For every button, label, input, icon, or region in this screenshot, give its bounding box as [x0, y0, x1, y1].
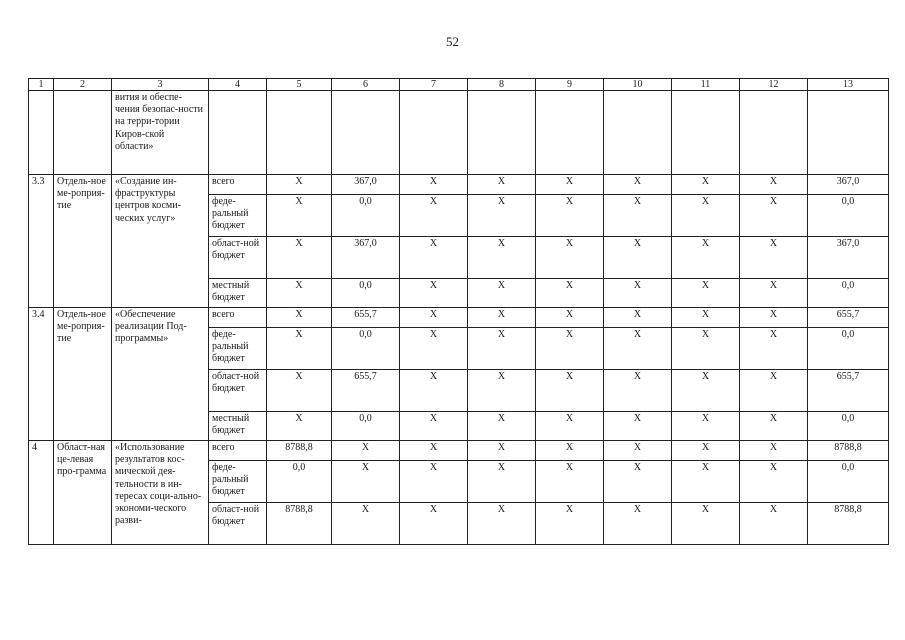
value-cell: X: [267, 412, 332, 441]
value-cell: X: [536, 503, 604, 545]
value-cell: X: [672, 175, 740, 195]
page-number: 52: [446, 34, 459, 49]
value-cell: X: [468, 461, 536, 503]
value-cell: X: [604, 308, 672, 328]
value-cell: X: [740, 195, 808, 237]
cont-empty-cell: [332, 91, 400, 175]
value-cell: 367,0: [808, 175, 889, 195]
value-cell: X: [740, 308, 808, 328]
budget-table: [28, 78, 889, 545]
value-cell: X: [604, 279, 672, 308]
value-cell: X: [267, 237, 332, 279]
value-cell: X: [468, 412, 536, 441]
value-cell: X: [740, 175, 808, 195]
item-name: «Обеспечение реализации Под-программы»: [112, 308, 209, 441]
value-cell: X: [400, 461, 468, 503]
value-cell: 8788,8: [267, 503, 332, 545]
value-cell: X: [672, 195, 740, 237]
value-cell: X: [672, 328, 740, 370]
column-header-12: 12: [740, 79, 808, 91]
value-cell: X: [740, 328, 808, 370]
value-cell: X: [604, 461, 672, 503]
value-cell: X: [267, 328, 332, 370]
table-body: [29, 79, 889, 545]
value-cell: X: [740, 441, 808, 461]
value-cell: X: [672, 461, 740, 503]
column-header-13: 13: [808, 79, 889, 91]
value-cell: X: [468, 441, 536, 461]
value-cell: X: [604, 237, 672, 279]
value-cell: 655,7: [332, 370, 400, 412]
value-cell: X: [604, 370, 672, 412]
value-cell: X: [468, 175, 536, 195]
table-row: [29, 308, 889, 328]
value-cell: X: [332, 503, 400, 545]
cont-empty-cell: [604, 91, 672, 175]
funding-source: феде-ральный бюджет: [209, 328, 267, 370]
value-cell: 655,7: [332, 308, 400, 328]
value-cell: X: [740, 503, 808, 545]
value-cell: X: [604, 441, 672, 461]
value-cell: X: [740, 237, 808, 279]
value-cell: X: [536, 370, 604, 412]
table-row: [29, 441, 889, 461]
funding-source: всего: [209, 308, 267, 328]
value-cell: 0,0: [808, 195, 889, 237]
value-cell: X: [400, 503, 468, 545]
cont-empty-cell: [267, 91, 332, 175]
value-cell: X: [604, 412, 672, 441]
value-cell: X: [672, 503, 740, 545]
value-cell: X: [536, 328, 604, 370]
column-header-1: 1: [29, 79, 54, 91]
value-cell: X: [740, 461, 808, 503]
item-type: Отдель-ное ме-роприя-тие: [54, 308, 112, 441]
value-cell: X: [400, 308, 468, 328]
value-cell: 0,0: [332, 195, 400, 237]
value-cell: 0,0: [808, 461, 889, 503]
column-header-4: 4: [209, 79, 267, 91]
funding-source: всего: [209, 175, 267, 195]
value-cell: 8788,8: [808, 503, 889, 545]
value-cell: X: [536, 175, 604, 195]
value-cell: 8788,8: [808, 441, 889, 461]
value-cell: X: [536, 461, 604, 503]
value-cell: X: [400, 237, 468, 279]
value-cell: 367,0: [332, 175, 400, 195]
item-type: Отдель-ное ме-роприя-тие: [54, 175, 112, 308]
value-cell: 0,0: [808, 279, 889, 308]
funding-source: феде-ральный бюджет: [209, 461, 267, 503]
column-header-9: 9: [536, 79, 604, 91]
value-cell: X: [468, 195, 536, 237]
column-header-7: 7: [400, 79, 468, 91]
value-cell: X: [468, 503, 536, 545]
cont-empty-cell: [209, 91, 267, 175]
funding-source: област-ной бюджет: [209, 237, 267, 279]
value-cell: X: [468, 279, 536, 308]
value-cell: 0,0: [332, 279, 400, 308]
value-cell: 0,0: [808, 412, 889, 441]
cont-type-cell: [54, 91, 112, 175]
value-cell: X: [400, 441, 468, 461]
cont-empty-cell: [740, 91, 808, 175]
value-cell: X: [400, 195, 468, 237]
value-cell: X: [400, 370, 468, 412]
value-cell: X: [332, 461, 400, 503]
table-row: [29, 175, 889, 195]
value-cell: X: [267, 279, 332, 308]
value-cell: X: [604, 175, 672, 195]
value-cell: 655,7: [808, 308, 889, 328]
cont-num-cell: [29, 91, 54, 175]
value-cell: X: [468, 308, 536, 328]
value-cell: X: [267, 195, 332, 237]
value-cell: 655,7: [808, 370, 889, 412]
value-cell: 367,0: [808, 237, 889, 279]
cont-empty-cell: [672, 91, 740, 175]
cont-empty-cell: [808, 91, 889, 175]
value-cell: X: [267, 370, 332, 412]
value-cell: X: [468, 370, 536, 412]
value-cell: X: [267, 308, 332, 328]
item-number: 4: [29, 441, 54, 545]
value-cell: 0,0: [332, 328, 400, 370]
value-cell: X: [536, 237, 604, 279]
value-cell: 0,0: [808, 328, 889, 370]
cont-empty-cell: [536, 91, 604, 175]
column-header-5: 5: [267, 79, 332, 91]
value-cell: X: [267, 175, 332, 195]
funding-source: област-ной бюджет: [209, 370, 267, 412]
value-cell: X: [672, 412, 740, 441]
item-type: Област-ная це-левая про-грамма: [54, 441, 112, 545]
value-cell: 367,0: [332, 237, 400, 279]
cont-empty-cell: [400, 91, 468, 175]
value-cell: X: [400, 279, 468, 308]
value-cell: X: [536, 441, 604, 461]
value-cell: X: [672, 237, 740, 279]
value-cell: X: [604, 503, 672, 545]
cont-empty-cell: [468, 91, 536, 175]
value-cell: X: [672, 441, 740, 461]
value-cell: X: [536, 412, 604, 441]
column-header-8: 8: [468, 79, 536, 91]
column-header-2: 2: [54, 79, 112, 91]
column-header-11: 11: [672, 79, 740, 91]
column-header-3: 3: [112, 79, 209, 91]
value-cell: X: [672, 279, 740, 308]
funding-source: феде-ральный бюджет: [209, 195, 267, 237]
value-cell: 0,0: [332, 412, 400, 441]
item-name: «Использование результатов кос-мической дея-тельности в ин-тересах соци-ально-экономи-ческого разви-: [112, 441, 209, 545]
value-cell: X: [400, 175, 468, 195]
funding-source: местный бюджет: [209, 279, 267, 308]
column-header-6: 6: [332, 79, 400, 91]
value-cell: X: [536, 308, 604, 328]
value-cell: X: [672, 370, 740, 412]
value-cell: X: [536, 195, 604, 237]
value-cell: 8788,8: [267, 441, 332, 461]
value-cell: X: [740, 370, 808, 412]
funding-source: всего: [209, 441, 267, 461]
value-cell: X: [672, 308, 740, 328]
column-header-10: 10: [604, 79, 672, 91]
continuation-row: [29, 91, 889, 175]
funding-source: местный бюджет: [209, 412, 267, 441]
value-cell: X: [468, 237, 536, 279]
item-number: 3.4: [29, 308, 54, 441]
table-header-row: [29, 79, 889, 91]
item-name: «Создание ин-фраструктуры центров косми-ческих услуг»: [112, 175, 209, 308]
value-cell: X: [740, 412, 808, 441]
value-cell: X: [332, 441, 400, 461]
funding-source: област-ной бюджет: [209, 503, 267, 545]
item-number: 3.3: [29, 175, 54, 308]
value-cell: X: [400, 328, 468, 370]
value-cell: X: [740, 279, 808, 308]
value-cell: 0,0: [267, 461, 332, 503]
value-cell: X: [400, 412, 468, 441]
value-cell: X: [604, 328, 672, 370]
value-cell: X: [468, 328, 536, 370]
value-cell: X: [536, 279, 604, 308]
value-cell: X: [604, 195, 672, 237]
cont-name-cell: вития и обеспе-чения безопас-ности на терри-тории Киров-ской области»: [112, 91, 209, 175]
